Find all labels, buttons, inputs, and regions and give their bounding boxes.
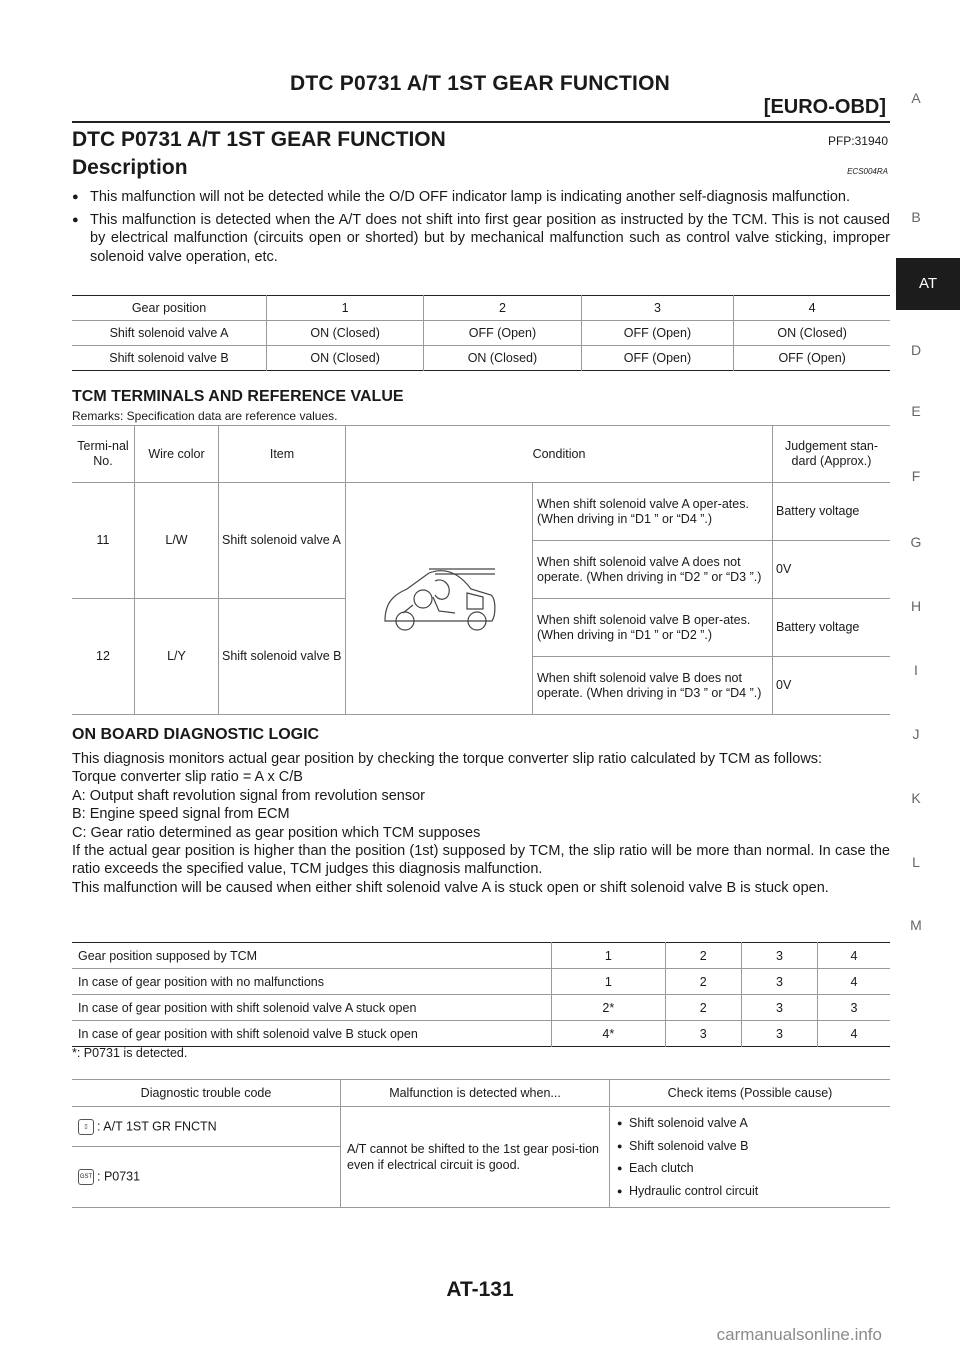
header-rule bbox=[72, 121, 890, 123]
table-cell: ON (Closed) bbox=[267, 346, 424, 371]
side-index-f[interactable]: F bbox=[911, 468, 921, 484]
table-cell: 3 bbox=[741, 969, 817, 995]
table-cell: ON (Closed) bbox=[734, 321, 890, 346]
table-row bbox=[72, 346, 890, 371]
footnote: *: P0731 is detected. bbox=[72, 1046, 188, 1060]
table-row bbox=[72, 296, 890, 321]
table-cell: 3 bbox=[741, 1021, 817, 1047]
bullet-item: ● This malfunction will not be detected while the O/D OFF indicator lamp is indicating another self-diagnosis malfunction. bbox=[72, 188, 890, 207]
col-terminal: Termi-nal No. bbox=[72, 426, 135, 483]
paragraph: This diagnosis monitors actual gear position by checking the torque converter slip ratio calculated by TCM as follows: bbox=[72, 751, 823, 767]
table-row bbox=[72, 483, 890, 541]
table-cell: 2 bbox=[665, 969, 741, 995]
table-cell: OFF (Open) bbox=[424, 321, 581, 346]
car-driver-icon bbox=[379, 559, 499, 635]
table-cell: OFF (Open) bbox=[581, 321, 734, 346]
table-cell: 3 bbox=[818, 995, 890, 1021]
paragraph: If the actual gear position is higher than the position (1st) supposed by TCM, the slip ratio will be more than normal. In case the ratio exceeds the specified value, TCM judges this diagnosis malfunction. bbox=[72, 843, 890, 878]
watermark: carmanualsonline.info bbox=[716, 1325, 882, 1344]
terminal-no: 11 bbox=[72, 483, 135, 599]
malfunction-cell: A/T cannot be shifted to the 1st gear posi-tion even if electrical circuit is good. bbox=[341, 1107, 610, 1208]
side-index-e[interactable]: E bbox=[911, 403, 921, 419]
side-index-i[interactable]: I bbox=[914, 662, 918, 678]
side-index-l[interactable]: L bbox=[912, 854, 920, 870]
header-subtitle: [EURO-OBD] bbox=[763, 96, 886, 118]
judgement-cell: Battery voltage bbox=[773, 599, 891, 657]
definition-c: C: Gear ratio determined as gear position which TCM supposes bbox=[72, 824, 481, 841]
pfp-code: PFP:31940 bbox=[827, 134, 888, 148]
dtc-consult-cell bbox=[72, 1107, 341, 1147]
section-title: DTC P0731 A/T 1ST GEAR FUNCTION bbox=[72, 128, 446, 151]
dtc-name: : A/T 1ST GR FNCTN bbox=[97, 1118, 217, 1133]
table-cell: 3 bbox=[581, 296, 734, 321]
table-row bbox=[72, 321, 890, 346]
col-dtc: Diagnostic trouble code bbox=[72, 1080, 341, 1107]
check-items-cell bbox=[610, 1107, 891, 1208]
paragraph: This malfunction will be caused when either shift solenoid valve A is stuck open or shift solenoid valve B is stuck open. bbox=[72, 879, 829, 896]
table-row bbox=[72, 943, 890, 969]
table-cell: ON (Closed) bbox=[424, 346, 581, 371]
gst-tool-icon: GST bbox=[78, 1169, 94, 1185]
table-row bbox=[72, 995, 890, 1021]
table-cell: In case of gear position with shift solenoid valve B stuck open bbox=[72, 1021, 552, 1047]
tcm-remarks: Remarks: Specification data are reference values. bbox=[72, 409, 338, 423]
description-bullets bbox=[72, 188, 890, 270]
tcm-heading: TCM TERMINALS AND REFERENCE VALUE bbox=[72, 388, 404, 405]
table-cell: In case of gear position with shift solenoid valve A stuck open bbox=[72, 995, 552, 1021]
judgement-cell: 0V bbox=[773, 541, 891, 599]
driving-car-illustration bbox=[346, 483, 533, 715]
col-malfunction: Malfunction is detected when... bbox=[341, 1080, 610, 1107]
table-cell: 3 bbox=[741, 995, 817, 1021]
formula-line: Torque converter slip ratio = A x C/B bbox=[72, 769, 303, 786]
description-heading: Description bbox=[72, 156, 188, 179]
check-item: ● Shift solenoid valve B bbox=[617, 1135, 883, 1158]
condition-cell: When shift solenoid valve A does not operate. (When driving in “D2 ” or “D3 ”.) bbox=[533, 541, 773, 599]
judgement-cell: Battery voltage bbox=[773, 483, 891, 541]
obd-logic-text bbox=[72, 750, 890, 897]
table-cell: 4 bbox=[734, 296, 890, 321]
side-index-b[interactable]: B bbox=[911, 209, 921, 225]
table-cell: 2 bbox=[424, 296, 581, 321]
check-item: ● Hydraulic control circuit bbox=[617, 1180, 883, 1203]
table-cell: Gear position bbox=[131, 301, 207, 315]
consult-tool-icon: ▯ bbox=[78, 1119, 94, 1135]
col-judgement: Judgement stan-dard (Approx.) bbox=[773, 426, 891, 483]
dtc-gst-cell bbox=[72, 1147, 341, 1208]
side-index-d[interactable]: D bbox=[910, 342, 922, 358]
col-wire-color: Wire color bbox=[135, 426, 219, 483]
dtc-table bbox=[72, 1079, 890, 1208]
ecs-code: ECS004RA bbox=[847, 167, 888, 176]
check-item: ● Shift solenoid valve A bbox=[617, 1112, 883, 1135]
condition-cell: When shift solenoid valve A oper-ates. (When driving in “D1 ” or “D4 ”.) bbox=[533, 483, 773, 541]
table-cell: 2 bbox=[665, 995, 741, 1021]
table-row bbox=[72, 1107, 890, 1147]
col-item: Item bbox=[219, 426, 346, 483]
table-cell: 4 bbox=[818, 969, 890, 995]
table-cell: 2 bbox=[665, 943, 741, 969]
gear-position-table bbox=[72, 295, 890, 371]
table-cell: ON (Closed) bbox=[267, 321, 424, 346]
table-cell: 3 bbox=[741, 943, 817, 969]
side-index-h[interactable]: H bbox=[910, 598, 922, 614]
side-index-k[interactable]: K bbox=[911, 790, 921, 806]
dtc-code: : P0731 bbox=[97, 1169, 141, 1184]
table-cell: 2* bbox=[552, 995, 666, 1021]
supposed-gear-table bbox=[72, 942, 890, 1047]
table-cell: 4* bbox=[552, 1021, 666, 1047]
table-cell: OFF (Open) bbox=[734, 346, 890, 371]
table-cell: 3 bbox=[665, 1021, 741, 1047]
table-cell: 4 bbox=[818, 943, 890, 969]
table-cell: Shift solenoid valve B bbox=[72, 346, 267, 371]
col-condition: Condition bbox=[346, 426, 773, 483]
col-check-items: Check items (Possible cause) bbox=[610, 1080, 891, 1107]
condition-cell: When shift solenoid valve B does not operate. (When driving in “D3 ” or “D4 ”.) bbox=[533, 657, 773, 715]
bullet-item: ● This malfunction is detected when the A/T does not shift into first gear position as instructed by the TCM. This is not caused by electrical malfunction (circuits open or shorted) but by mechanical malfunction such as control valve sticking, improper solenoid valve operation, etc. bbox=[72, 211, 890, 267]
side-index-m[interactable]: M bbox=[910, 917, 922, 933]
tcm-terminals-table bbox=[72, 425, 890, 715]
wire-color: L/Y bbox=[135, 599, 219, 715]
table-cell: Gear position supposed by TCM bbox=[78, 948, 258, 963]
table-cell: In case of gear position with no malfunctions bbox=[72, 969, 552, 995]
header-title: DTC P0731 A/T 1ST GEAR FUNCTION bbox=[290, 72, 670, 95]
table-cell: 1 bbox=[267, 296, 424, 321]
table-cell: 1 bbox=[552, 943, 666, 969]
check-item: ● Each clutch bbox=[617, 1157, 883, 1180]
table-cell: 4 bbox=[818, 1021, 890, 1047]
terminal-no: 12 bbox=[72, 599, 135, 715]
item-name: Shift solenoid valve B bbox=[219, 599, 346, 715]
page-number: AT-131 bbox=[446, 1278, 514, 1301]
side-index-a[interactable]: A bbox=[911, 90, 921, 106]
table-row bbox=[72, 969, 890, 995]
obd-heading: ON BOARD DIAGNOSTIC LOGIC bbox=[72, 726, 320, 743]
judgement-cell: 0V bbox=[773, 657, 891, 715]
item-name: Shift solenoid valve A bbox=[219, 483, 346, 599]
table-row bbox=[72, 1021, 890, 1047]
definition-b: B: Engine speed signal from ECM bbox=[72, 806, 290, 823]
wire-color: L/W bbox=[135, 483, 219, 599]
side-index-at[interactable]: AT bbox=[896, 258, 960, 310]
table-header-row bbox=[72, 426, 890, 483]
table-header-row bbox=[72, 1080, 890, 1107]
side-index-j[interactable]: J bbox=[912, 726, 920, 742]
definition-a: A: Output shaft revolution signal from revolution sensor bbox=[72, 787, 426, 804]
side-index-g[interactable]: G bbox=[910, 534, 922, 550]
table-cell: OFF (Open) bbox=[581, 346, 734, 371]
condition-cell: When shift solenoid valve B oper-ates. (When driving in “D1 ” or “D2 ”.) bbox=[533, 599, 773, 657]
table-cell: 1 bbox=[552, 969, 666, 995]
table-cell: Shift solenoid valve A bbox=[72, 321, 267, 346]
